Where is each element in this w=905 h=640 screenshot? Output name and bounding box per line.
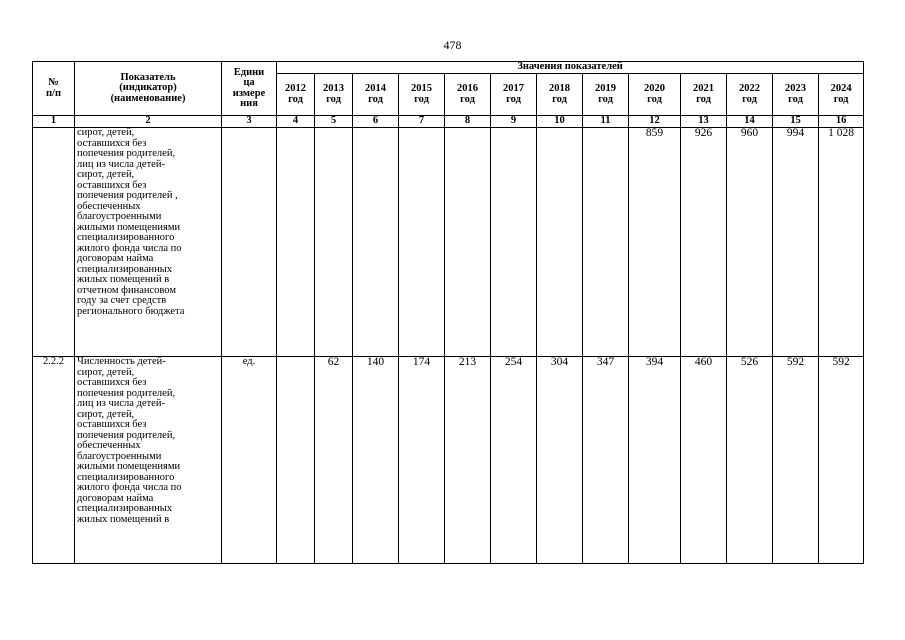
value-cell: 347 [583, 357, 629, 564]
column-number: 11 [583, 116, 629, 128]
header-year: 2017 год [491, 74, 537, 116]
header-year: 2024 год [819, 74, 864, 116]
indicator-name: Численность детей- сирот, детей, оставшихся без попечения родителей, лиц из числа детей- сирот, детей, оставшихся без попечения родителей, обеспеченных благоустроенными жилыми помещениями специализированного жилого фонда числа по договорам найма специализированных жилых помещений в [75, 357, 222, 564]
value-cell: 960 [727, 128, 773, 357]
indicator-name: сирот, детей, оставшихся без попечения родителей, лиц из числа детей- сирот, детей, оставшихся без попечения родителей , обеспеченных благоустроенными жилыми помещениями специализированного жилого фонда числа по договорам найма специализированных жилых помещений в отчетном финансовом году за счет средств регионального бюджета [75, 128, 222, 357]
column-number: 16 [819, 116, 864, 128]
column-number: 8 [445, 116, 491, 128]
value-cell: 526 [727, 357, 773, 564]
column-number: 13 [681, 116, 727, 128]
column-number-row [33, 116, 864, 128]
value-cell [353, 128, 399, 357]
value-cell: 213 [445, 357, 491, 564]
value-cell [277, 128, 315, 357]
value-cell [277, 357, 315, 564]
row-number [33, 128, 75, 357]
value-cell: 1 028 [819, 128, 864, 357]
header-num: № п/п [33, 62, 75, 116]
value-cell: 994 [773, 128, 819, 357]
header-year: 2012 год [277, 74, 315, 116]
value-cell: 592 [773, 357, 819, 564]
header-year: 2013 год [315, 74, 353, 116]
row-number: 2.2.2 [33, 357, 75, 564]
page-number: 478 [443, 38, 462, 52]
value-cell: 460 [681, 357, 727, 564]
table-row [33, 128, 864, 357]
indicators-table [32, 61, 864, 564]
column-number: 5 [315, 116, 353, 128]
value-cell: 592 [819, 357, 864, 564]
column-number: 12 [629, 116, 681, 128]
header-unit: Едини ца измере ния [222, 62, 277, 116]
header-year: 2018 год [537, 74, 583, 116]
table-row [33, 357, 864, 564]
value-cell [583, 128, 629, 357]
column-number: 3 [222, 116, 277, 128]
header-year: 2022 год [727, 74, 773, 116]
header-year: 2020 год [629, 74, 681, 116]
value-cell [315, 128, 353, 357]
column-number: 9 [491, 116, 537, 128]
value-cell: 304 [537, 357, 583, 564]
value-cell: 926 [681, 128, 727, 357]
value-cell [491, 128, 537, 357]
column-number: 14 [727, 116, 773, 128]
column-number: 1 [33, 116, 75, 128]
header-year: 2019 год [583, 74, 629, 116]
value-cell [445, 128, 491, 357]
column-number: 7 [399, 116, 445, 128]
header-year: 2021 год [681, 74, 727, 116]
column-number: 15 [773, 116, 819, 128]
value-cell [537, 128, 583, 357]
unit-cell [222, 128, 277, 357]
value-cell: 254 [491, 357, 537, 564]
header-year: 2014 год [353, 74, 399, 116]
header-indicator: Показатель (индикатор) (наименование) [75, 62, 222, 116]
value-cell [399, 128, 445, 357]
unit-cell: ед. [222, 357, 277, 564]
column-number: 6 [353, 116, 399, 128]
header-values: Значения показателей [277, 62, 864, 74]
value-cell: 859 [629, 128, 681, 357]
column-number: 4 [277, 116, 315, 128]
value-cell: 62 [315, 357, 353, 564]
column-number: 10 [537, 116, 583, 128]
value-cell: 394 [629, 357, 681, 564]
value-cell: 174 [399, 357, 445, 564]
header-year: 2023 год [773, 74, 819, 116]
header-year: 2016 год [445, 74, 491, 116]
column-number: 2 [75, 116, 222, 128]
value-cell: 140 [353, 357, 399, 564]
header-year: 2015 год [399, 74, 445, 116]
